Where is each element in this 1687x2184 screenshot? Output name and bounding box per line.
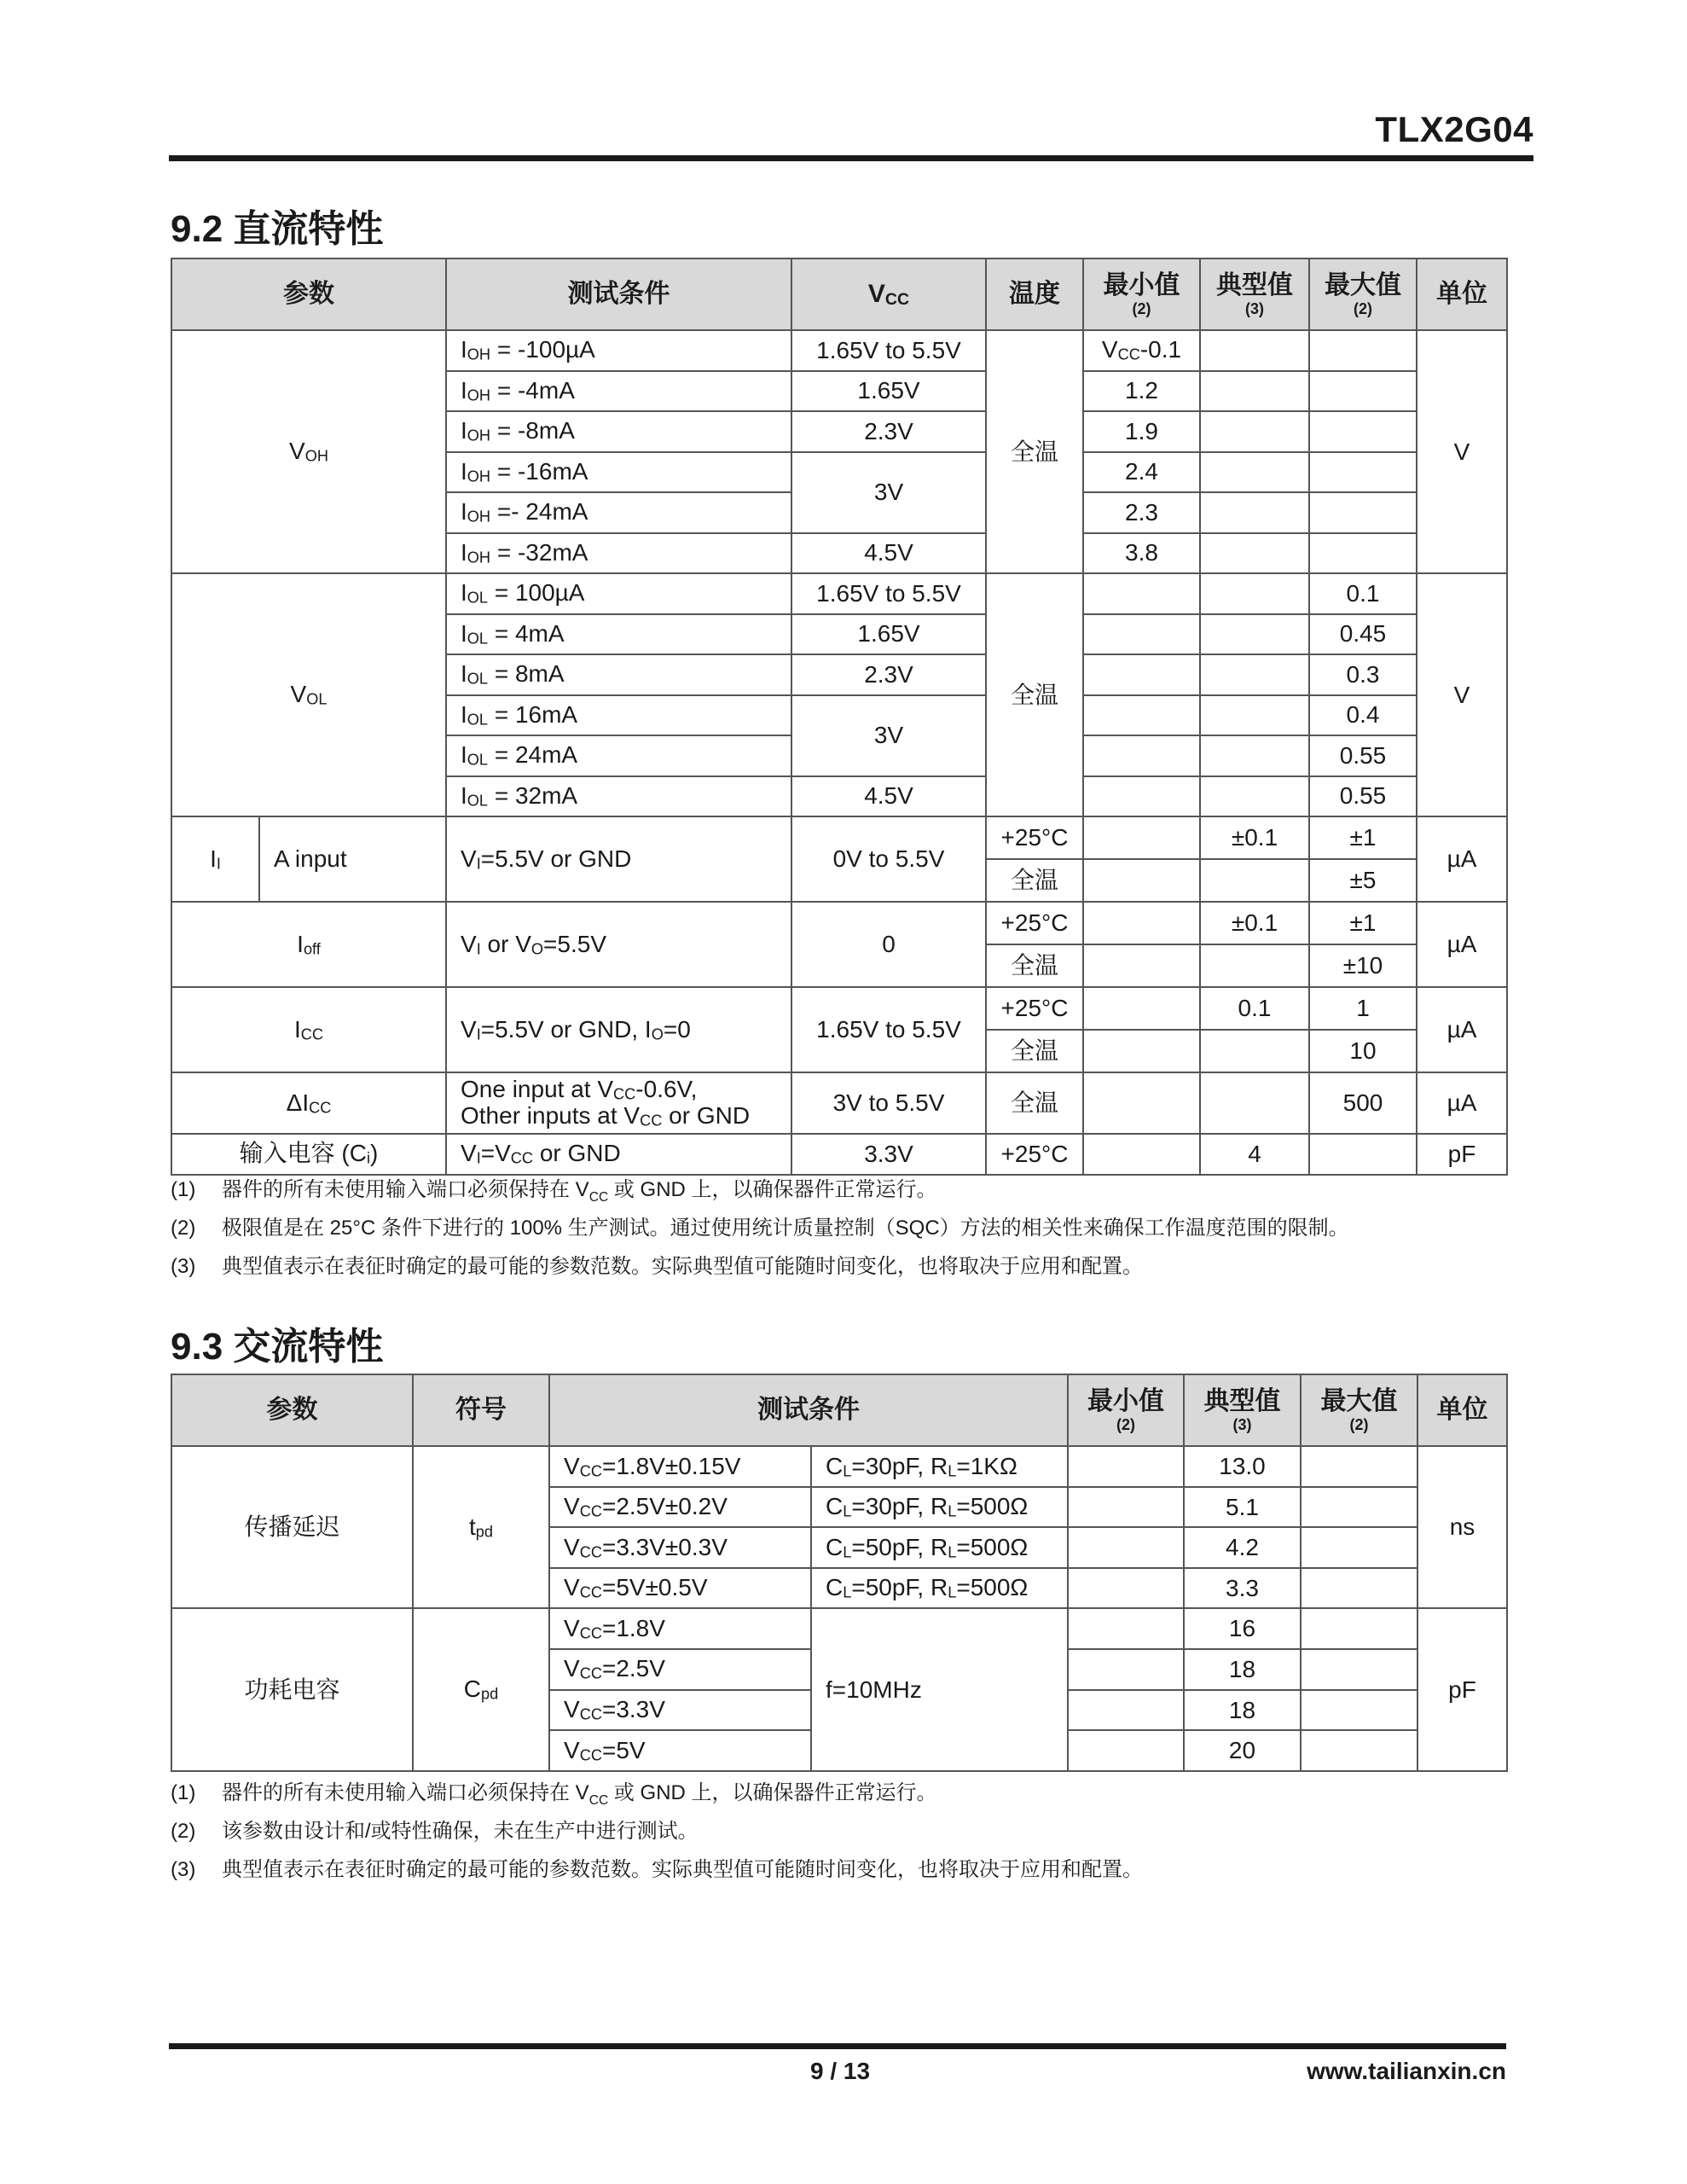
vcc-value: 2.3V (791, 654, 986, 695)
max-value: 0.4 (1309, 695, 1417, 736)
min-value (1083, 573, 1200, 614)
voh-param: $V_{OH}$ (171, 330, 446, 573)
dc-note-1: (1) 器件的所有未使用输入端口必须保持在 $V_{CC}$ 或 GND 上，以确保器件正常运行。 (171, 1178, 937, 1205)
typ-value: 20 (1184, 1730, 1301, 1771)
max-value (1301, 1527, 1417, 1568)
unit-value: pF (1417, 1608, 1507, 1770)
unit-value: pF (1417, 1134, 1507, 1175)
cpd-symbol: $C_{pd}$ (413, 1608, 549, 1770)
vcc-value: 4.5V (791, 533, 986, 574)
dc-header-row (171, 258, 1507, 330)
test-condition: $I_{OL} = 24mA$ (446, 735, 791, 776)
min-value (1083, 1072, 1200, 1134)
typ-value: 18 (1184, 1649, 1301, 1690)
min-value: 3.8 (1083, 533, 1200, 574)
min-value (1068, 1446, 1184, 1487)
test-condition: $V_I=5.5V$ or GND, $I_O=0$ (446, 987, 791, 1072)
ii-param: $I_I$ (171, 816, 259, 902)
vcc-condition: $V_{CC}=3.3V$ (549, 1690, 811, 1731)
ci-param: 输入电容 $(C_i)$ (171, 1134, 446, 1175)
max-value: 0.3 (1309, 654, 1417, 695)
col-unit: 单位 (1417, 1374, 1507, 1446)
typ-value (1200, 533, 1309, 574)
typ-value (1200, 695, 1309, 736)
min-value (1083, 776, 1200, 817)
min-value (1083, 859, 1200, 902)
typ-value: ±0.1 (1200, 902, 1309, 944)
vcc-value: 1.65V to 5.5V (791, 573, 986, 614)
min-value: 1.9 (1083, 411, 1200, 452)
unit-value: µA (1417, 816, 1507, 902)
vcc-value: 1.65V (791, 614, 986, 655)
typ-value (1200, 1030, 1309, 1072)
typ-value: 5.1 (1184, 1487, 1301, 1528)
typ-value (1200, 492, 1309, 533)
col-param: 参数 (171, 1374, 413, 1446)
min-value (1083, 816, 1200, 859)
vcc-value: 1.65V to 5.5V (791, 330, 986, 371)
min-value (1068, 1690, 1184, 1731)
min-value (1083, 944, 1200, 987)
page-number: 9 / 13 (810, 2058, 871, 2084)
max-value (1309, 330, 1417, 371)
table-row (171, 1446, 1507, 1487)
ac-note-2: (2) 该参数由设计和/或特性确保，未在生产中进行测试。 (171, 1820, 699, 1843)
vcc-value: 1.65V (791, 371, 986, 412)
dicc-param: $\Delta I_{CC}$ (171, 1072, 446, 1134)
typ-value (1200, 776, 1309, 817)
vcc-condition: $V_{CC}=5V\pm 0.5V$ (549, 1568, 811, 1609)
max-value: ±1 (1309, 816, 1417, 859)
header-rule (169, 155, 1533, 161)
min-value (1068, 1487, 1184, 1528)
max-value (1301, 1487, 1417, 1528)
typ-value (1200, 371, 1309, 412)
vcc-condition: $V_{CC}=2.5V$ (549, 1649, 811, 1690)
max-value (1309, 492, 1417, 533)
load-condition: $C_L=50pF$, $R_L=500\Omega$ (811, 1527, 1068, 1568)
col-temp: 温度 (986, 258, 1083, 330)
min-value (1068, 1568, 1184, 1609)
vcc-value: 2.3V (791, 411, 986, 452)
col-max: 最大值 (2) (1309, 258, 1417, 330)
test-condition: $I_{OH} = -4mA$ (446, 371, 791, 412)
typ-value (1200, 614, 1309, 655)
col-typ: 典型值 (3) (1184, 1374, 1301, 1446)
vcc-value: 0 (791, 902, 986, 987)
table-row (171, 987, 1507, 1030)
max-value: ±10 (1309, 944, 1417, 987)
dc-characteristics-table (171, 258, 1508, 1176)
tpd-symbol: $t_{pd}$ (413, 1446, 549, 1608)
col-unit: 单位 (1417, 258, 1507, 330)
min-value (1068, 1649, 1184, 1690)
typ-value: 4 (1200, 1134, 1309, 1175)
ac-note-1: (1) 器件的所有未使用输入端口必须保持在 $V_{CC}$ 或 GND 上，以确保器件正常运行。 (171, 1781, 937, 1808)
load-condition: $C_L=50pF$, $R_L=500\Omega$ (811, 1568, 1068, 1609)
col-test-condition: 测试条件 (446, 258, 791, 330)
max-value: 10 (1309, 1030, 1417, 1072)
temp-value: 全温 (986, 573, 1083, 816)
typ-value: ±0.1 (1200, 816, 1309, 859)
min-value: 2.3 (1083, 492, 1200, 533)
test-condition: $V_I=5.5V$ or GND (446, 816, 791, 902)
ac-section-title: 9.3 交流特性 (171, 1326, 384, 1368)
min-value (1083, 1030, 1200, 1072)
table-row (171, 816, 1507, 859)
test-condition: $I_{OL} = 16mA$ (446, 695, 791, 736)
ii-sub-param: A input (259, 816, 446, 902)
min-value (1068, 1527, 1184, 1568)
load-condition: $C_L=30pF$, $R_L=500\Omega$ (811, 1487, 1068, 1528)
typ-value (1200, 330, 1309, 371)
max-value: 1 (1309, 987, 1417, 1030)
vcc-condition: $V_{CC}=2.5V\pm 0.2V$ (549, 1487, 811, 1528)
max-value (1301, 1690, 1417, 1731)
temp-value: 全温 (986, 330, 1083, 573)
min-value (1083, 614, 1200, 655)
col-param: 参数 (171, 258, 446, 330)
col-max: 最大值 (2) (1301, 1374, 1417, 1446)
typ-value (1200, 859, 1309, 902)
vcc-condition: $V_{CC}=1.8V$ (549, 1608, 811, 1649)
vcc-value: 3.3V (791, 1134, 986, 1175)
typ-value (1200, 1072, 1309, 1134)
max-value: ±1 (1309, 902, 1417, 944)
ac-characteristics-table (171, 1374, 1508, 1772)
unit-value: µA (1417, 987, 1507, 1072)
typ-value: 4.2 (1184, 1527, 1301, 1568)
vcc-value: 1.65V to 5.5V (791, 987, 986, 1072)
test-condition: $I_{OH} = -32mA$ (446, 533, 791, 574)
test-condition: $I_{OH} = -8mA$ (446, 411, 791, 452)
typ-value: 0.1 (1200, 987, 1309, 1030)
test-condition: $I_{OH} = -100\mu A$ (446, 330, 791, 371)
col-symbol: 符号 (413, 1374, 549, 1446)
min-value: $V_{CC}-0.1$ (1083, 330, 1200, 371)
min-value: 2.4 (1083, 452, 1200, 493)
test-condition: $I_{OH} =- 24mA$ (446, 492, 791, 533)
part-number: TLX2G04 (1375, 109, 1533, 149)
dc-note-2: (2) 极限值是在 25°C 条件下进行的 100% 生产测试。通过使用统计质量控制（SQC）方法的相关性来确保工作温度范围的限制。 (171, 1217, 1349, 1240)
min-value (1083, 1134, 1200, 1175)
table-row (171, 1072, 1507, 1134)
unit-value: V (1417, 573, 1507, 816)
max-value: 0.1 (1309, 573, 1417, 614)
typ-value (1200, 411, 1309, 452)
vol-param: $V_{OL}$ (171, 573, 446, 816)
typ-value (1200, 654, 1309, 695)
vcc-value: 4.5V (791, 776, 986, 817)
cpd-param: 功耗电容 (171, 1608, 413, 1770)
unit-value: µA (1417, 1072, 1507, 1134)
max-value: ±5 (1309, 859, 1417, 902)
typ-value (1200, 452, 1309, 493)
temp-value: +25°C (986, 816, 1083, 859)
typ-value (1200, 573, 1309, 614)
temp-value: 全温 (986, 1072, 1083, 1134)
min-value (1068, 1608, 1184, 1649)
min-value (1083, 654, 1200, 695)
vcc-value: 0V to 5.5V (791, 816, 986, 902)
vcc-condition: $V_{CC}=5V$ (549, 1730, 811, 1771)
vcc-condition: $V_{CC}=3.3V\pm 0.3V$ (549, 1527, 811, 1568)
col-typ: 典型值 (3) (1200, 258, 1309, 330)
test-condition: $V_I=V_{CC}$ or GND (446, 1134, 791, 1175)
max-value: 500 (1309, 1072, 1417, 1134)
footer-rule (169, 2043, 1506, 2049)
max-value (1309, 411, 1417, 452)
frequency-condition: f=10MHz (811, 1608, 1068, 1770)
temp-value: 全温 (986, 1030, 1083, 1072)
table-row (171, 573, 1507, 614)
test-condition: $I_{OL} = 8mA$ (446, 654, 791, 695)
table-row (171, 1134, 1507, 1175)
max-value (1301, 1649, 1417, 1690)
test-condition: One input at $V_{CC}-0.6V$, Other inputs at $V_{CC}$ or GND (446, 1072, 791, 1134)
max-value (1301, 1446, 1417, 1487)
dc-section-title: 9.2 直流特性 (171, 208, 384, 250)
ac-notes (171, 1774, 1510, 1889)
test-condition: $I_{OH} = -16mA$ (446, 452, 791, 493)
min-value: 1.2 (1083, 371, 1200, 412)
col-min: 最小值 (2) (1068, 1374, 1184, 1446)
max-value (1301, 1608, 1417, 1649)
min-value (1083, 735, 1200, 776)
website-link[interactable]: www.tailianxin.cn (1307, 2058, 1506, 2084)
min-value (1083, 902, 1200, 944)
temp-value: 全温 (986, 944, 1083, 987)
min-value (1068, 1730, 1184, 1771)
table-row (171, 1608, 1507, 1649)
table-row (171, 330, 1507, 371)
max-value (1301, 1730, 1417, 1771)
vcc-condition: $V_{CC}=1.8V\pm 0.15V$ (549, 1446, 811, 1487)
min-value (1083, 987, 1200, 1030)
typ-value: 13.0 (1184, 1446, 1301, 1487)
max-value (1309, 1134, 1417, 1175)
unit-value: µA (1417, 902, 1507, 987)
ac-note-3: (3) 典型值表示在表征时确定的最可能的参数范数。实际典型值可能随时间变化，也将取决于应用和配置。 (171, 1858, 1143, 1881)
max-value (1301, 1568, 1417, 1609)
max-value (1309, 533, 1417, 574)
test-condition: $V_I$ or $V_O=5.5V$ (446, 902, 791, 987)
vcc-value: 3V to 5.5V (791, 1072, 986, 1134)
test-condition: $I_{OL} = 4mA$ (446, 614, 791, 655)
max-value: 0.55 (1309, 735, 1417, 776)
ioff-param: $I_{off}$ (171, 902, 446, 987)
temp-value: 全温 (986, 859, 1083, 902)
max-value: 0.45 (1309, 614, 1417, 655)
typ-value (1200, 735, 1309, 776)
min-value (1083, 695, 1200, 736)
temp-value: +25°C (986, 987, 1083, 1030)
load-condition: $C_L=30pF$, $R_L=1K\Omega$ (811, 1446, 1068, 1487)
unit-value: ns (1417, 1446, 1507, 1608)
icc-param: $I_{CC}$ (171, 987, 446, 1072)
unit-value: V (1417, 330, 1507, 573)
col-test-condition: 测试条件 (549, 1374, 1068, 1446)
test-condition: $I_{OL} = 100\mu A$ (446, 573, 791, 614)
temp-value: +25°C (986, 1134, 1083, 1175)
test-condition: $I_{OL} = 32mA$ (446, 776, 791, 817)
col-vcc: $V_{CC}$ (791, 258, 986, 330)
col-min: 最小值 (2) (1083, 258, 1200, 330)
max-value (1309, 371, 1417, 412)
typ-value: 3.3 (1184, 1568, 1301, 1609)
typ-value (1200, 944, 1309, 987)
ac-header-row (171, 1374, 1507, 1446)
temp-value: +25°C (986, 902, 1083, 944)
dc-note-3: (3) 典型值表示在表征时确定的最可能的参数范数。实际典型值可能随时间变化，也将取决于应用和配置。 (171, 1255, 1143, 1278)
tpd-param: 传播延迟 (171, 1446, 413, 1608)
dc-notes (171, 1170, 1510, 1286)
vcc-value: 3V (791, 452, 986, 533)
table-row (171, 902, 1507, 944)
typ-value: 18 (1184, 1690, 1301, 1731)
max-value (1309, 452, 1417, 493)
typ-value: 16 (1184, 1608, 1301, 1649)
max-value: 0.55 (1309, 776, 1417, 817)
vcc-value: 3V (791, 695, 986, 776)
